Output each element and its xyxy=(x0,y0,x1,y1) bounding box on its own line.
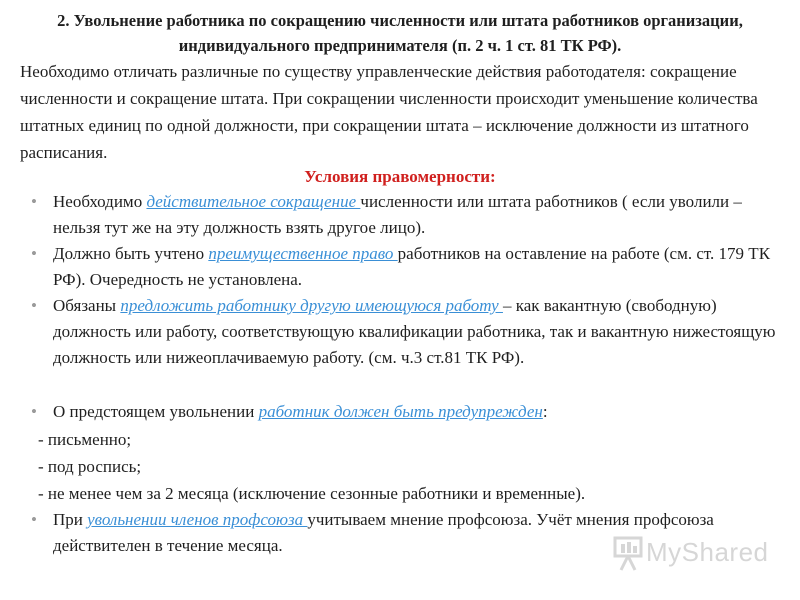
dash-item: - под роспись; xyxy=(38,457,142,476)
conditions-list xyxy=(20,189,780,559)
list-item xyxy=(20,293,780,399)
bullet-icon: • xyxy=(31,296,37,315)
bullet-text-post: работников на оставление на работе (см. ст. 179 ТК РФ). Очередность не установлена. xyxy=(53,244,771,289)
bullet-icon: • xyxy=(31,192,37,211)
bullet-text-post: численности или штата работников ( если уволили – нельзя тут же на эту должность взять другое лицо). xyxy=(53,192,742,237)
link-employee-warned[interactable]: работник должен быть предупрежден xyxy=(258,402,543,421)
dash-item: - письменно; xyxy=(38,430,132,449)
link-preferential-right[interactable]: преимущественное право xyxy=(208,244,398,263)
bullet-text-pre: Необходимо xyxy=(53,192,147,211)
watermark-text: MyShared xyxy=(646,537,769,567)
link-actual-reduction[interactable]: действительное сокращение xyxy=(146,192,361,211)
bullet-icon: • xyxy=(31,510,37,529)
list-item xyxy=(20,189,780,241)
slide-title: 2. Увольнение работника по сокращению численности или штата работников организации, индивидуального предпринимателя (п. 2 ч. 1 ст. 81 ТК РФ). xyxy=(57,11,743,55)
bullet-text-pre: Обязаны xyxy=(53,296,121,315)
bullet-text-post: учитываем мнение профсоюза. Учёт мнения профсоюза действителен в течение месяца. xyxy=(53,510,714,555)
bullet-text-pre: Должно быть учтено xyxy=(53,244,209,263)
bullet-icon: • xyxy=(31,244,37,263)
bullet-text-post: – как вакантную (свободную) должность или работу, соответствующую квалификации работника, так и вакантную нижестоящую должность или нижеоплачиваемую работу. (см. ч.3 ст.81 ТК РФ). xyxy=(53,296,776,367)
bullet-text-post: : xyxy=(542,402,548,421)
bullet-text-pre: О предстоящем увольнении xyxy=(53,402,259,421)
link-offer-other-work[interactable]: предложить работнику другую имеющуюся работу xyxy=(120,296,503,315)
intro-paragraph: Необходимо отличать различные по существу управленческие действия работодателя: сокращение численности и сокращение штата. При сокращении численности происходит уменьшение количества штатных единиц по одной должности, при сокращении штата – исключение должности из штатного расписания. xyxy=(20,62,758,162)
conditions-heading: Условия правомерности: xyxy=(304,167,496,186)
dash-item: - не менее чем за 2 месяца (исключение сезонные работники и временные). xyxy=(38,484,586,503)
watermark xyxy=(612,534,772,574)
bullet-text-pre: При xyxy=(53,510,88,529)
list-item xyxy=(20,399,780,426)
list-item xyxy=(20,241,780,293)
link-union-members[interactable]: увольнении членов профсоюза xyxy=(87,510,308,529)
board-icon xyxy=(612,536,644,572)
bullet-icon: • xyxy=(31,402,37,421)
